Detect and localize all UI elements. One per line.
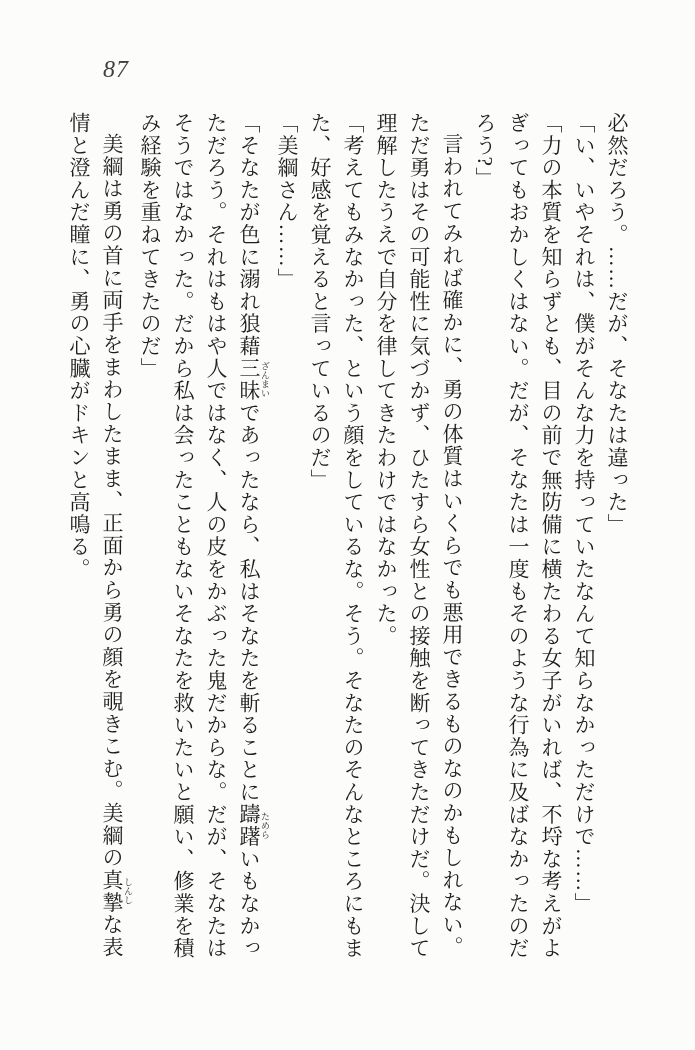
text-line: そうではなかった。だから私は会ったこともないそなたを救いたいと願い、修業を積 (171, 112, 195, 960)
text-line: ぎってもおかしくはない。だが、そなたは一度もそのような行為に及ばなかったのだ (506, 112, 530, 960)
text-line: 「考えてもみなかった、という顔をしているな。そう。そなたのそんなところにもま (341, 112, 365, 960)
furigana: ためら (260, 803, 270, 848)
text-line: 「い、いやそれは、僕がそんな力を持っていたなんて知らなかっただけで……」 (572, 112, 596, 915)
text-line: ただ勇はその可能性に気づかず、ひたすら女性との接触を断ってきただけだ。決して (407, 112, 431, 960)
ruby-annotated-word: 真摯 しんし (100, 868, 133, 914)
furigana: しんし (123, 868, 133, 914)
ruby-annotated-word: 躊躇 ためら (237, 803, 270, 848)
text-line: 「美綱さん……」 (275, 112, 299, 291)
text-line: 理解したうえで自分を律してきたわけではなかった。 (374, 112, 398, 648)
text-line: 美綱は勇の首に両手をまわしたまま、正面から勇の顔を覗きこむ。美綱の真摯 しんしな表 (100, 133, 133, 959)
text-line: 「そなたが色に溺れ狼藉三昧 ざんまいであったなら、私はそなたを斬ることに躊躇 ためらいもなかっ (237, 112, 270, 960)
vertical-text-block (62, 112, 633, 964)
text-line: 言われてみれば確かに、勇の体質はいくらでも悪用できるものなのかもしれない。 (440, 133, 464, 959)
text-line: 必然だろう。……だが、そなたは違った」 (605, 112, 629, 536)
text-line: ただろう。それはもはや人ではなく、人の皮をかぶった鬼だからな。だが、そなたは (204, 112, 228, 960)
text-line: ろう?」 (473, 112, 497, 190)
page-number: 87 (103, 57, 129, 83)
text-line: た、好感を覚えると言っているのだ」 (308, 112, 332, 492)
text-line: 「力の本質を知らずとも、目の前で無防備に横たわる女子がいれば、不埒な考えがよ (539, 112, 563, 960)
ruby-annotated-word: 三昧 ざんまい (237, 357, 270, 402)
text-line: み経験を重ねてきたのだ」 (138, 112, 162, 380)
furigana: ざんまい (260, 357, 270, 402)
text-line: 情と澄んだ瞳に、勇の心臓がドキンと高鳴る。 (67, 112, 91, 581)
